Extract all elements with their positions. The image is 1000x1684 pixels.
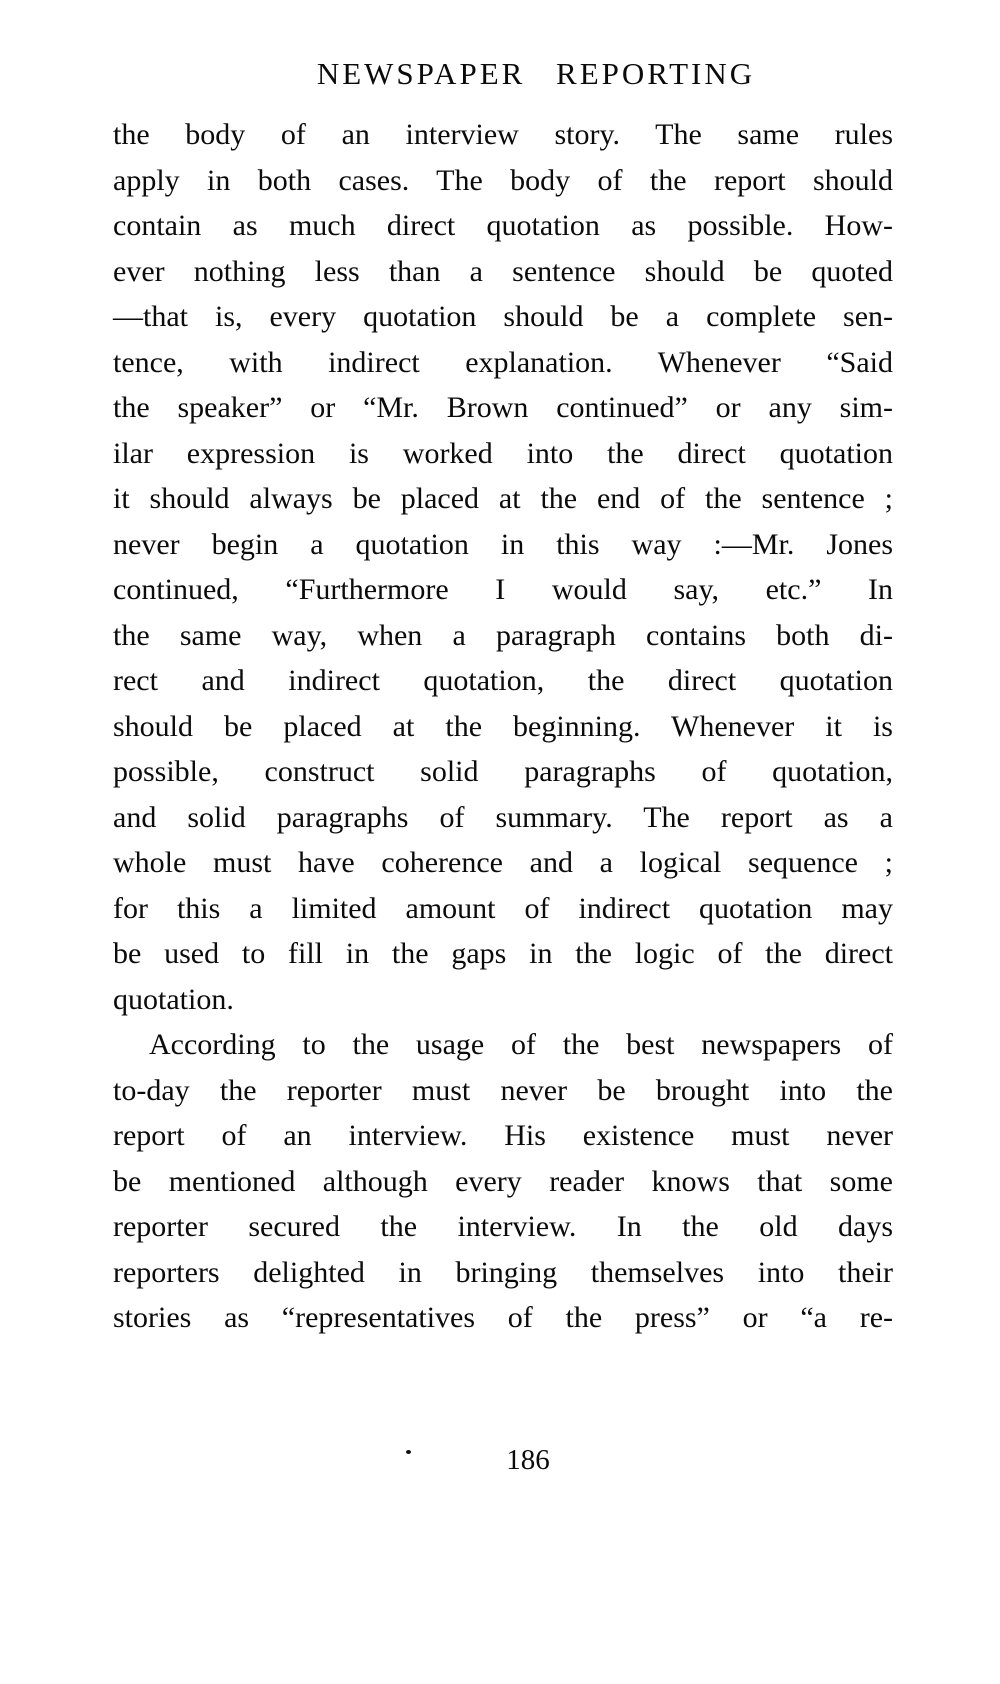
text-line: continued, “Furthermore I would say, etc.” In: [113, 573, 893, 606]
text-line: stories as “representatives of the press” or “a re-: [113, 1301, 893, 1334]
body-text: [113, 112, 893, 1341]
text-line: According to the usage of the best newspapers of: [149, 1028, 893, 1061]
text-line: and solid paragraphs of summary. The report as a: [113, 800, 893, 834]
text-line: be used to fill in the gaps in the logic of the direct: [113, 937, 893, 970]
text-line: reporter secured the interview. In the old days: [113, 1210, 893, 1243]
text-line: should be placed at the beginning. Whenever it is: [113, 709, 893, 743]
text-line: —that is, every quotation should be a complete sen-: [113, 300, 893, 333]
text-line: rect and indirect quotation, the direct quotation: [113, 664, 893, 697]
text-line: whole must have coherence and a logical sequence ;: [113, 846, 893, 879]
text-line: the same way, when a paragraph contains both di-: [113, 618, 893, 652]
text-line: apply in both cases. The body of the report should: [113, 163, 893, 197]
text-line: it should always be placed at the end of the sentence ;: [113, 482, 893, 515]
page-number: 186: [506, 1444, 550, 1476]
text-line: for this a limited amount of indirect quotation may: [113, 891, 893, 925]
text-line: tence, with indirect explanation. Whenever “Said: [113, 345, 893, 379]
text-line: the body of an interview story. The same rules: [113, 118, 893, 151]
text-line: ilar expression is worked into the direct quotation: [113, 436, 893, 470]
text-line: the speaker” or “Mr. Brown continued” or any sim-: [113, 391, 893, 424]
text-line: report of an interview. His existence must never: [113, 1119, 893, 1152]
text-line: reporters delighted in bringing themselves into their: [113, 1255, 893, 1289]
text-line: possible, construct solid paragraphs of quotation,: [113, 755, 893, 788]
running-head: NEWSPAPER REPORTING: [316, 56, 756, 91]
text-line: to-day the reporter must never be brought into the: [113, 1073, 893, 1107]
text-line: ever nothing less than a sentence should be quoted: [113, 254, 893, 288]
text-line: contain as much direct quotation as possible. How-: [113, 209, 893, 242]
text-line: be mentioned although every reader knows that some: [113, 1164, 893, 1198]
text-line: quotation.: [113, 982, 234, 1016]
text-line: never begin a quotation in this way :—Mr. Jones: [113, 527, 893, 561]
